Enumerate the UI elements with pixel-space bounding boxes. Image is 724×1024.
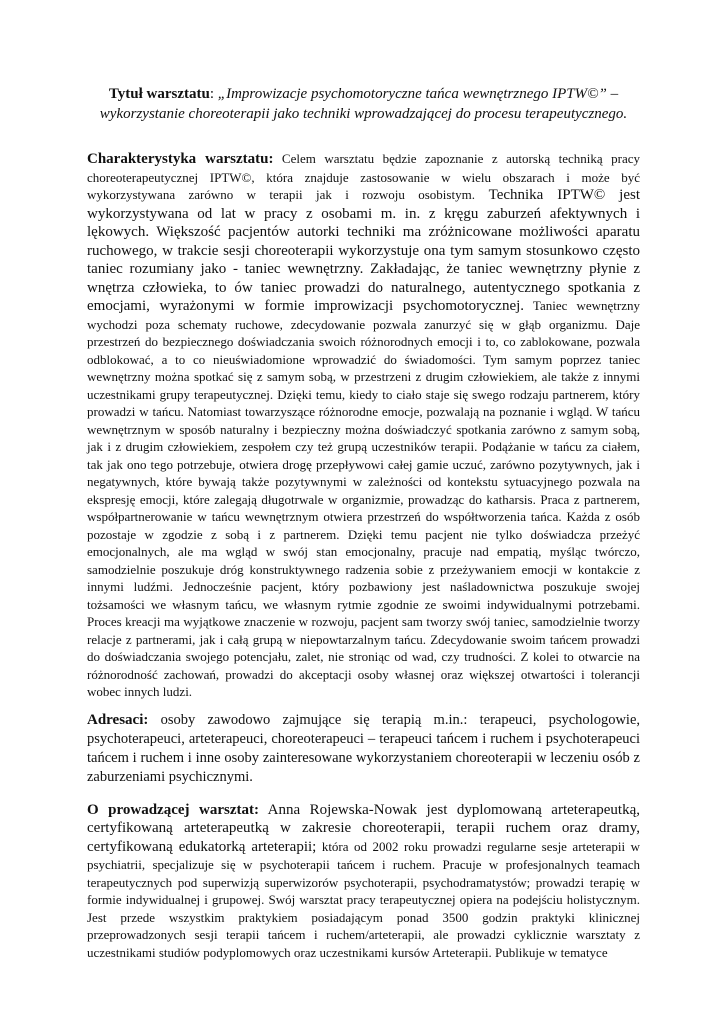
audience-colon: : — [143, 711, 149, 728]
characteristics-text-c: Taniec wewnętrzny wychodzi poza schematy ruchowe, zdecydowanie pozwala zanurzyć się w głąb organizmu. Daje przestrzeń do bezpiecznego doświadczania swoich różnorodnych emocji i to, co zablokowane, pozwala odblokować, a to co nieuświadomione wprowadzić do świadomości. Tym samym poprzez taniec wewnętrzny można spotkać się z samym sobą, w przestrzeni z drugim człowiekiem, ale także z innymi uczestnikami grupy terapeutycznej. Dzięki temu, kiedy to ciało staje się swego rodzaju partnerem, który prowadzi w tańcu. Natomiast towarzyszące różnorodne emocje, pozwalają na poznanie i wgląd. W tańcu wewnętrznym w sposób naturalny i bezpieczny można doświadczyć spotkania zarówno z samym sobą, jak i z drugim człowiekiem, zespołem czy też grupą uczestników terapii. Podążanie w tańcu za ciałem, tak jak ono tego potrzebuje, otwiera drogę przepływowi całej gamie uczuć, zarówno pozytywnych, jak i negatywnych, które bywają także pozytywnymi w zależności od kontekstu sytuacyjnego pozwala na ekspresję emocji, które zalegają długotrwale w organizmie, prowadząc do katharsis. Praca z partnerem, współpartnerowanie w tańcu wewnętrznym otwiera przestrzeń do współtworzenia tańca. Każda z osób pozostaje w zgodzie z sobą i z partnerem. Dzięki temu pacjent nie tylko doświadcza przeżyć emocjonalnych, ale ma wgląd w swój stan emocjonalny, pracuje nad empatią, myśląc twórczo, samodzielnie poszukuje dróg konstruktywnego radzenia sobie z przeżywaniem emocji w kontakcie z innymi ludźmi. Jednocześnie pacjent, który pozbawiony jest naśladownictwa poszukuje swojej tożsamości we własnym tańcu, we własnym rytmie zgodnie ze swoimi indywidualnymi potrzebami. Proces kreacji ma wyjątkowe znaczenie w rozwoju, pacjent sam tworzy swój taniec, samodzielnie tworzy relacje z partnerami, jak i całą grupą w niepowtarzalnym tańcu. Zdecydowanie swoim tańcem prowadzi do doświadczania swojego potencjału, zalet, nie stroniąc od wad, czy trudności. Z kolei to otwarcie na różnorodność zachowań, prowadzi do akceptacji osoby własnej oraz większej otwartości i tolerancji wobec innych ludzi. — [87, 298, 640, 699]
facilitator-label: O prowadzącej warsztat: — [87, 801, 259, 818]
characteristics-label: Charakterystyka warsztatu — [87, 151, 269, 167]
audience-label: Adresaci — [87, 711, 144, 728]
characteristics-text-b: Technika IPTW© jest wykorzystywana od lat w pracy z osobami m. in. z kręgu zaburzeń afektywnych i lękowych. Większość pacjentów autorki techniki ma zróżnicowane możliwości aparatu ruchowego, w trakcie sesji choreoterapii wykorzystuje ona tym samym stosunkowo często taniec rozumiany jako - taniec wewnętrzny. Zakładając, że taniec wewnętrzny płynie z wnętrza człowieka, to ów taniec prowadzi do naturalnego, autentycznego spotkania z emocjami, wyrażonymi w formie improwizacji psychomotorycznej. — [87, 187, 641, 314]
audience-paragraph — [87, 711, 640, 787]
title-label: Tytuł warsztatu — [108, 86, 210, 102]
characteristics-paragraph — [87, 150, 640, 701]
facilitator-text-a: Anna Rojewska-Nowak jest dyplomowaną arteterapeutką, certyfikowaną arteterapeutką w zakresie choreoterapii, terapii ruchem oraz dramy, certyfikowaną edukatorką arteterapii; — [87, 801, 640, 855]
characteristics-colon: : — [268, 151, 274, 167]
facilitator-paragraph — [87, 801, 640, 962]
title-colon: : — [209, 86, 218, 102]
audience-text: osoby zawodowo zajmujące się terapią m.in.: terapeuci, psychologowie, psychoterapeuci, arteterapeuci, choreoterapeuci – terapeuci tańcem i ruchem i psychoterapeuci tańcem i ruchem i inne osoby zainteresowane wykorzystaniem choreoterapii w leczeniu osób z zaburzeniami psychicznymi. — [87, 711, 640, 785]
workshop-title — [87, 84, 640, 124]
title-text: „Improwizacje psychomotoryczne tańca wewnętrznego IPTW©” – wykorzystanie choreoterapii jako techniki wprowadzającej do procesu terapeutycznego. — [99, 86, 628, 122]
characteristics-text-a: Celem warsztatu będzie zapoznanie z autorską techniką pracy choreoterapeutycznej IPTW©, która znajduje zastosowanie w wielu obszarach i może być wykorzystywana zarówno w terapii jak i rozwoju osobistym. — [87, 151, 641, 202]
facilitator-text-b: która od 2002 roku prowadzi regularne sesje arteterapii w psychiatrii, specjalizuje się w psychoterapii tańcem i ruchem. Pracuje w profesjonalnych teamach terapeutycznych pod superwizją superwizorów psychoterapii, psychodramatystów; prowadzi terapię w formie indywidualnej i grupowej. Swój warsztat pracy terapeutycznej opiera na podejściu holistycznym. Jest przede wszystkim praktykiem posiadającym ponad 3500 godzin praktyki klinicznej przeprowadzonych sesji terapii tańcem i ruchem/arteterapii, ale prowadzi cyklicznie warsztaty z uczestnikami studiów podyplomowych oraz uczestnikami kursów Arteterapii. Publikuje w tematyce — [87, 838, 640, 960]
